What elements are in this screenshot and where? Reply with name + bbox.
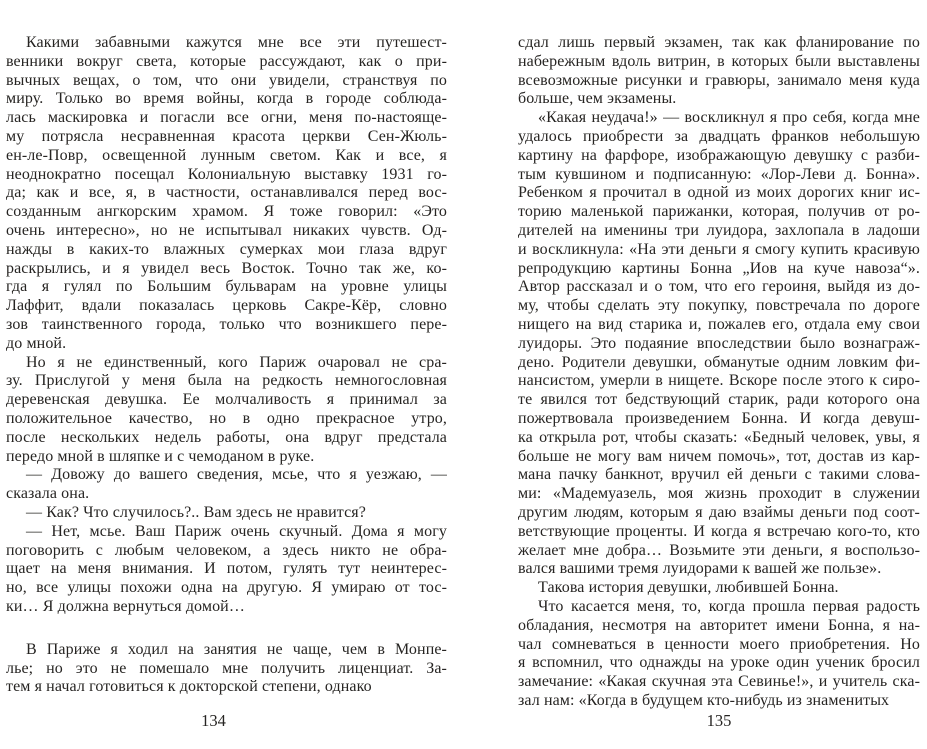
page-number-left: 134	[201, 711, 226, 730]
text-line: раскрылись, и я увидел весь Восток. Точно так же, ко-	[6, 259, 447, 277]
text-line: му потрясла несравненная красота церкви Сен-Жюль-	[6, 127, 447, 145]
text-line: желает мне добра… Возьмите эти деньги, я воспользо-	[518, 541, 920, 559]
text-line: сказала она.	[6, 485, 90, 503]
text-line: поговорить с любым человеком, а здесь никто не обра-	[6, 541, 447, 559]
text-line: нищего на вид старика и, пожалев его, отдала ему свои	[518, 315, 920, 333]
text-line: созданным ангкорским храмом. Я тоже говорил: «Это	[6, 203, 447, 221]
text-line: очень интересно», но не испытывал никаких чувств. Од-	[6, 221, 447, 239]
text-line: репродукцию картины Бонна „Иов на куче навоза“».	[518, 259, 920, 277]
text-line: мана пачку банкнот, вручил ей деньги с такими слова-	[518, 466, 920, 484]
text-line: Такова история девушки, любившей Бонна.	[538, 579, 839, 597]
paragraph	[6, 523, 447, 617]
paragraph	[518, 579, 920, 598]
text-line: — Нет, мсье. Ваш Париж очень скучный. Дома я могу	[26, 522, 447, 540]
text-line: картину на фарфоре, изображающую девушку с разби-	[518, 146, 920, 164]
text-line: набережным вдоль витрин, в которых были выставлены	[518, 52, 920, 70]
text-line: дено. Родители девушки, обманутые одним ловким фи-	[518, 353, 920, 371]
text-line: вычных вещах, о том, что они увидели, странствуя по	[6, 71, 447, 89]
text-line: Какими забавными кажутся мне все эти путешест-	[26, 34, 447, 51]
text-line: те явился тот бедствующий старик, ради которого она	[518, 391, 920, 409]
text-line: ен-ле-Повр, освещенной лунным светом. Как и все, я	[6, 146, 447, 164]
page-number-right: 135	[706, 711, 732, 730]
text-line: — Довожу до вашего сведения, мсье, что я уезжаю, —	[26, 466, 447, 484]
text-line: ветствующие проценты. И когда я встречаю кого-то, кто	[518, 522, 920, 540]
text-line: до мной.	[6, 334, 67, 352]
text-line: нансистом, умерли в нищете. Вскоре после этого к сиро-	[518, 372, 920, 390]
text-line: пожертвовала произведением Бонна. И когда девуш-	[518, 409, 920, 427]
text-line: Лаффит, вдали показалась церковь Сакре-Кёр, словно	[6, 297, 447, 315]
text-line: Но я не единственный, кого Париж очаровал не сра-	[26, 353, 447, 371]
text-line: неоднократно посещал Колониальную выставку 1931 го-	[6, 165, 447, 183]
paragraph	[6, 34, 447, 354]
text-line: миру. Только во время войны, когда в городе соблюда-	[6, 90, 447, 108]
book-page-right	[518, 34, 920, 711]
text-line: да; как и все, я, в частности, останавливался перед вос-	[6, 184, 447, 202]
text-line: вался вашими тремя луидорами к вашей же пользе».	[518, 560, 882, 578]
text-line: щает на меня внимания. И потом, гулять тут неинтерес-	[6, 560, 447, 578]
text-line: тем я начал готовиться к докторской степени, однако	[6, 678, 372, 696]
text-line: «Какая неудача!» — воскликнул я про себя, когда мне	[538, 109, 920, 127]
text-line: и воскликнула: «На эти деньги я смогу купить красивую	[518, 240, 920, 258]
text-line: — Как? Что случилось?.. Вам здесь не нравится?	[26, 503, 366, 521]
text-line: положительное качество, но в одно прекрасное утро,	[6, 409, 447, 427]
book-page-left	[6, 34, 447, 697]
text-line: тым кувшином и подписанную: «Лор-Леви д. Бонна».	[518, 165, 920, 183]
text-line: всевозможные рисунки и гравюры, занимало меня куда	[518, 71, 920, 89]
paragraph	[6, 354, 447, 467]
paragraph	[6, 504, 447, 523]
text-line: Автор рассказал и о том, что его героиня, выйдя из до-	[518, 278, 920, 296]
text-line: гда я гулял по Большим бульварам на уровне улицы	[6, 278, 447, 296]
text-line: Что касается меня, то, когда прошла первая радость	[538, 597, 920, 615]
text-line: замечание: «Какая скучная эта Севинье!», и учитель ска-	[518, 673, 920, 691]
text-line: дителей на именины три луидора, захлопала в ладоши	[518, 221, 920, 239]
text-line: после нескольких недель работы, она вдруг предстала	[6, 428, 447, 446]
text-line: луидоры. Это подаяние впоследствии было вознаграж-	[518, 334, 920, 352]
text-line: больше не могу вам ничем помочь», тот, достав из кар-	[518, 447, 920, 465]
text-line: чал сомневаться в ценности моего приобретения. Но	[518, 635, 920, 653]
paragraph	[518, 34, 920, 109]
paragraph	[518, 598, 920, 711]
text-line: лье; но это не помешало мне получить лиценциат. За-	[6, 659, 447, 677]
text-line: венники вокруг света, которые рассуждают, как о при-	[6, 52, 447, 70]
text-line: ка открыла рот, чтобы сказать: «Бедный человек, увы, я	[518, 428, 920, 446]
text-line: ми: «Мадемуазель, моя жизнь проходит в служении	[518, 485, 920, 503]
text-line: но, все улицы похожи одна на другую. Я умираю от тос-	[6, 579, 447, 597]
text-line: больше, чем экзамены.	[518, 90, 677, 108]
text-line: лась маскировка и погасли все огни, меня по-настояще-	[6, 109, 447, 127]
text-line: му, чтобы сделать эту покупку, повстречала по дороге	[518, 297, 920, 315]
text-line: удалось приобрести за двадцать франков небольшую	[518, 127, 920, 145]
text-line: нажды в каких-то влажных сумерках мои глаза вдруг	[6, 240, 447, 258]
text-line: В Париже я ходил на занятия не чаще, чем в Монпе-	[26, 640, 447, 658]
text-line: торию маленькой парижанки, которая, получив от ро-	[518, 203, 920, 221]
text-line: ки… Я должна вернуться домой…	[6, 597, 245, 615]
text-line: обладания, несмотря на авторитет имени Бонна, я на-	[518, 616, 920, 634]
text-line: другим людям, которым я даю взаймы деньги под соот-	[518, 503, 920, 521]
text-line: передо мной в шляпке и с чемоданом в руке.	[6, 447, 315, 465]
paragraph	[6, 466, 447, 504]
paragraph	[518, 109, 920, 579]
text-line: я вспомнил, что однажды на уроке один ученик бросил	[518, 654, 920, 672]
text-line: деревенская девушка. Ее молчаливость я принимал за	[6, 391, 447, 409]
text-line: зов таинственного города, только что возникшего пере-	[6, 315, 447, 333]
paragraph	[6, 641, 447, 697]
text-line: сдал лишь первый экзамен, так как фланирование по	[518, 34, 920, 51]
text-line: зу. Прислугой у меня была на редкость немногословная	[6, 372, 447, 390]
text-line: Ребенком я прочитал в одной из моих дорогих книг ис-	[518, 184, 920, 202]
text-line: зал нам: «Когда в будущем кто-нибудь из знаменитых	[518, 691, 890, 709]
